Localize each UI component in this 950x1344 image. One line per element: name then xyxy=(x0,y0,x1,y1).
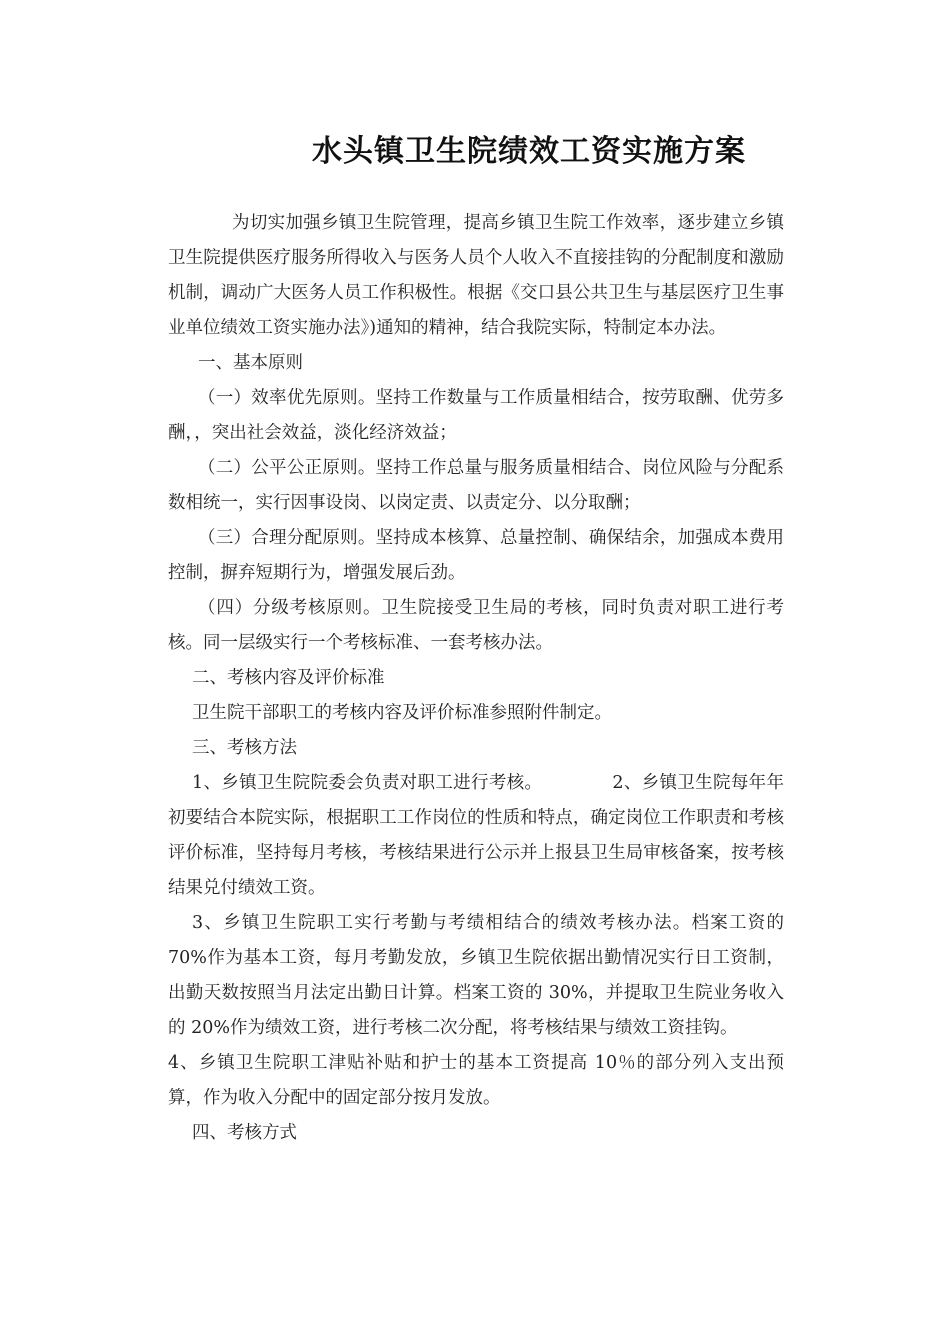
document-body xyxy=(168,206,784,1151)
principle-rational-distribution: （三）合理分配原则。坚持成本核算、总量控制、确保结余，加强成本费用控制，摒弃短期行为，增强发展后劲。 xyxy=(168,528,784,583)
section-heading-assessment-content: 二、考核内容及评价标准 xyxy=(192,668,385,688)
method-paragraph-1-2 xyxy=(168,766,784,906)
method-item-2: 2、乡镇卫生院每年年初要结合本院实际，根据职工工作岗位的性质和特点，确定岗位工作职责和考核评价标准，坚持每月考核，考核结果进行公示并上报县卫生局审核备案，按考核结果兑付绩效工资。 xyxy=(168,773,784,898)
principle-efficiency: （一）效率优先原则。坚持工作数量与工作质量相结合，按劳取酬、优劳多酬，，突出社会效益，淡化经济效益； xyxy=(168,388,784,443)
document-title: 水头镇卫生院绩效工资实施方案 xyxy=(312,134,746,169)
method-item-4: 4、乡镇卫生院职工津贴补贴和护士的基本工资提高 10％的部分列入支出预算，作为收入分配中的固定部分按月发放。 xyxy=(168,1053,784,1108)
method-item-3: 3、乡镇卫生院职工实行考勤与考绩相结合的绩效考核办法。档案工资的 70%作为基本工资，每月考勤发放，乡镇卫生院依据出勤情况实行日工资制，出勤天数按照当月法定出勤日计算。档案工资的 30%，并提取卫生院业务收入的 20%作为绩效工资，进行考核二次分配，将考核结果与绩效工资挂钩。 xyxy=(168,913,784,1038)
section-heading-assessment-mode: 四、考核方式 xyxy=(192,1123,297,1143)
principle-tiered-assessment: （四）分级考核原则。卫生院接受卫生局的考核，同时负责对职工进行考核。同一层级实行一个考核标准、一套考核办法。 xyxy=(168,598,784,653)
section-heading-basic-principles: 一、基本原则 xyxy=(198,353,303,373)
assessment-content-paragraph: 卫生院干部职工的考核内容及评价标准参照附件制定。 xyxy=(192,703,612,723)
principle-fairness: （二）公平公正原则。坚持工作总量与服务质量相结合、岗位风险与分配系数相统一，实行因事设岗、以岗定责、以责定分、以分取酬； xyxy=(168,458,784,513)
intro-paragraph: 为切实加强乡镇卫生院管理，提高乡镇卫生院工作效率，逐步建立乡镇卫生院提供医疗服务所得收入与医务人员个人收入不直接挂钩的分配制度和激励机制，调动广大医务人员工作积极性。根据《交口县公共卫生与基层医疗卫生事业单位绩效工资实施办法》)通知的精神，结合我院实际，特制定本办法。 xyxy=(168,213,784,338)
section-heading-assessment-method: 三、考核方法 xyxy=(192,738,297,758)
method-item-1: 1、乡镇卫生院院委会负责对职工进行考核。 xyxy=(192,773,543,793)
